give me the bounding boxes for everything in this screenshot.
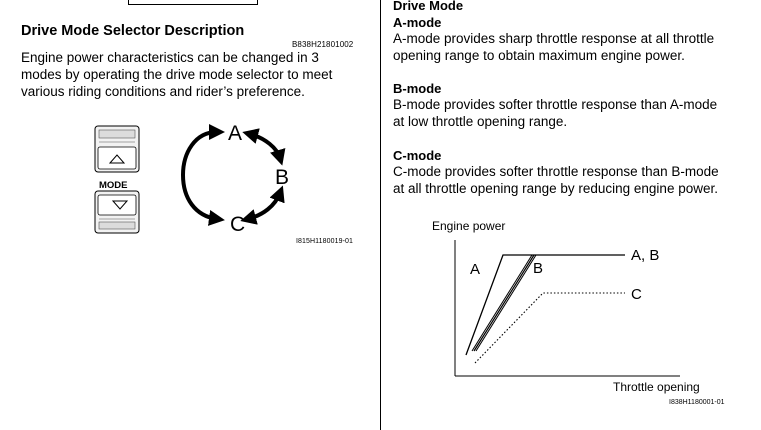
curve-b [472,255,532,351]
doc-code: B838H21801002 [292,40,354,49]
graph-figure-code: I838H1180001-01 [669,399,725,406]
graph-label-ab: A, B [631,247,660,264]
drive-mode-heading: Drive Mode [393,0,464,13]
mode-switch-label: MODE [99,180,128,191]
figure-code-left: I815H1180019-01 [296,238,354,245]
intro-line: modes by operating the drive mode selector to meet [21,67,333,82]
mode-c-block [393,148,719,197]
mode-down-button [95,191,139,233]
mode-c-label: C [230,213,246,236]
mode-a-block [393,15,714,64]
mode-b-label: B [275,166,290,189]
mode-c-line: C-mode provides softer throttle response than B-mode [393,164,719,179]
mode-c-title: C-mode [393,148,442,163]
curve-c [475,293,625,363]
section-heading: Drive Mode Selector Description [21,23,245,39]
graph-x-label: Throttle opening [613,380,700,394]
intro-paragraph [21,49,332,100]
curve-b-center [474,255,534,351]
arrow-c-to-a-icon [183,132,217,219]
intro-line: various riding conditions and rider’s preference. [21,84,305,99]
curve-a [466,255,625,355]
mode-selector-figure [85,118,300,243]
intro-line: Engine power characteristics can be changed in 3 [21,50,319,65]
arrow-b-to-c-icon [248,193,280,219]
graph-label-b: B [533,260,544,277]
mode-b-line: B-mode provides softer throttle response than A-mode [393,97,718,112]
mode-a-line: A-mode provides sharp throttle response at all throttle [393,31,715,46]
mode-b-block [393,81,717,130]
engine-power-graph [420,215,750,410]
graph-label-c: C [631,286,642,303]
mode-b-line: at low throttle opening range. [393,114,568,129]
mode-a-label: A [228,122,243,145]
mode-b-title: B-mode [393,81,442,96]
mode-a-line: opening range to obtain maximum engine power. [393,48,685,63]
graph-y-label: Engine power [432,219,506,233]
mode-c-line: at all throttle opening range by reducing engine power. [393,181,718,196]
table-border-remnant [128,0,258,5]
mode-a-title: A-mode [393,15,442,30]
graph-label-a: A [470,261,481,278]
arrow-a-to-b-icon [250,134,280,158]
column-divider [380,0,381,430]
mode-up-button [95,126,139,172]
